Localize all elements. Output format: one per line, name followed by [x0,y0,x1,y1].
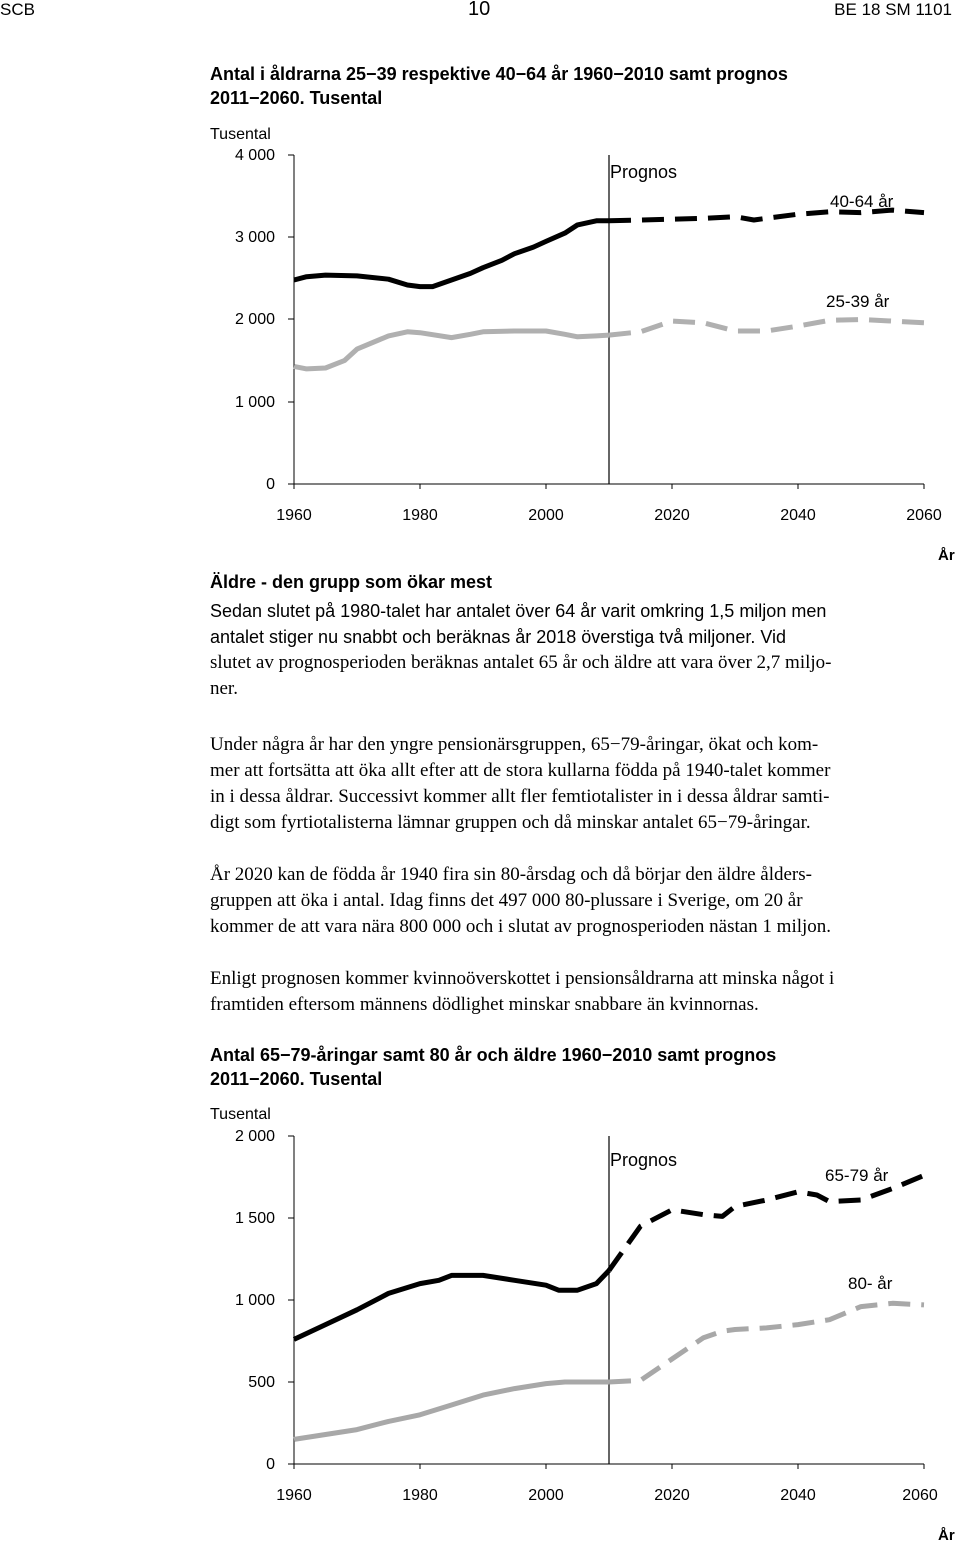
chart1-series-label-40-64: 40-64 år [830,192,894,211]
chart1-series-1-historical-line [294,221,609,287]
chart1 [0,120,960,580]
paragraph-1-line: Sedan slutet på 1980-talet har antalet över 64 år varit omkring 1,5 miljon men [210,601,827,621]
chart1-x-tick-label: 2020 [654,507,690,524]
paragraph-3 [210,862,958,940]
chart2-x-tick-label: 1960 [276,1487,312,1504]
chart2-series-1-historical-line [294,1271,609,1340]
chart2-y-tick-label: 1 000 [234,1292,275,1309]
paragraph-1-line: slutet av prognosperioden beräknas antalet 65 år och äldre att vara över 2,7 miljo- [210,652,832,673]
chart2-x-tick-label: 2040 [780,1487,816,1504]
header-right: BE 18 SM 1101 [834,0,952,19]
chart1-y-tick-label: 0 [266,476,275,493]
chart2-y-tick-label: 2 000 [234,1128,275,1145]
chart1-series-2-forecast-line [609,320,924,336]
chart2-title [210,1043,910,1091]
chart1-x-tick-label: 2040 [780,507,816,524]
chart2-x-tick-label: 1980 [402,1487,438,1504]
page-number: 10 [468,0,491,20]
chart1-y-tick-label: 1 000 [234,394,275,411]
chart2-y-tick-label: 1 500 [234,1210,275,1227]
chart1-y-tick-label: 2 000 [234,311,275,328]
chart2-y-tick-label: 0 [266,1456,275,1473]
chart1-x-tick-label: 1980 [402,507,438,524]
chart1-title-line1: Antal i åldrarna 25−39 respektive 40−64 år 1960−2010 samt prognos [210,64,788,84]
chart2 [0,1100,960,1543]
paragraph-1-line: ner. [210,678,238,699]
chart2-y-tick-label: 500 [248,1374,275,1391]
paragraph-4-line: framtiden eftersom männens dödlighet minskar snabbare än kvinnornas. [210,994,759,1015]
paragraph-1-line: antalet stiger nu snabbt och beräknas år 2018 överstiga två miljoner. Vid [210,627,787,647]
chart1-x-tick-label: 2000 [528,507,564,524]
paragraph-2-line: Under några år har den yngre pensionärsgruppen, 65−79-åringar, ökat och kom- [210,734,819,755]
chart2-x-axis [276,1464,955,1543]
chart1-x-axis [276,484,955,564]
chart2-x-tick-label: 2020 [654,1487,690,1504]
chart2-series-1-forecast-line [609,1175,924,1270]
chart2-title-line1: Antal 65−79-åringar samt 80 år och äldre 1960−2010 samt prognos [210,1045,777,1065]
chart2-x-axis-title: År [938,1527,955,1543]
chart2-series-2-historical-line [294,1382,609,1439]
chart1-title-line2: 2011−2060. Tusental [210,88,383,108]
header-left: SCB [0,0,35,19]
chart2-title-line2: 2011−2060. Tusental [210,1069,383,1089]
chart1-series-label-25-39: 25-39 år [826,292,890,311]
chart1-x-axis-title: År [938,547,955,564]
chart2-unit-label: Tusental [210,1106,271,1123]
chart1-unit-label: Tusental [210,126,271,143]
paragraph-1 [210,598,958,702]
paragraph-3-line: gruppen att öka i antal. Idag finns det 497 000 80-plussare i Sverige, om 20 år [210,890,803,911]
chart1-title [210,62,910,110]
paragraph-4-line: Enligt prognosen kommer kvinnoöverskottet i pensionsåldrarna att minska något i [210,968,835,989]
chart2-series-label-80: 80- år [848,1274,893,1293]
paragraph-2-line: in i dessa åldrar. Successivt kommer allt fler femtiotalister in i dessa åldrar samti- [210,786,830,807]
paragraph-4 [210,966,958,1018]
chart2-prognos-label: Prognos [610,1150,678,1170]
paragraph-3-line: kommer de att vara nära 800 000 och i slutat av prognosperioden nästan 1 miljon. [210,916,832,937]
chart1-series-1-forecast-line [609,210,924,221]
paragraph-2-line: mer att fortsätta att öka allt efter att de stora kullarna födda på 1940-talet kommer [210,760,831,781]
chart1-y-axis [235,147,294,493]
chart1-y-tick-label: 4 000 [234,147,275,164]
chart1-series-2-historical-line [294,331,609,369]
paragraph-2-line: digt som fyrtiotalisterna lämnar gruppen och då minskar antalet 65−79-åringar. [210,812,811,833]
chart1-x-tick-label: 2060 [906,507,942,524]
chart2-x-tick-label: 2060 [902,1487,938,1504]
chart2-x-tick-label: 2000 [528,1487,564,1504]
chart1-x-tick-label: 1960 [276,507,312,524]
chart1-y-tick-label: 3 000 [234,229,275,246]
paragraph-3-line: År 2020 kan de födda år 1940 fira sin 80-årsdag och då börjar den äldre ålders- [210,864,812,885]
chart2-series-2-forecast-line [609,1303,924,1382]
section-heading: Äldre - den grupp som ökar mest [210,572,493,592]
paragraph-2 [210,732,958,836]
chart1-prognos-label: Prognos [610,162,678,182]
chart2-series-label-65-79: 65-79 år [825,1166,889,1185]
chart2-y-axis [235,1128,294,1473]
